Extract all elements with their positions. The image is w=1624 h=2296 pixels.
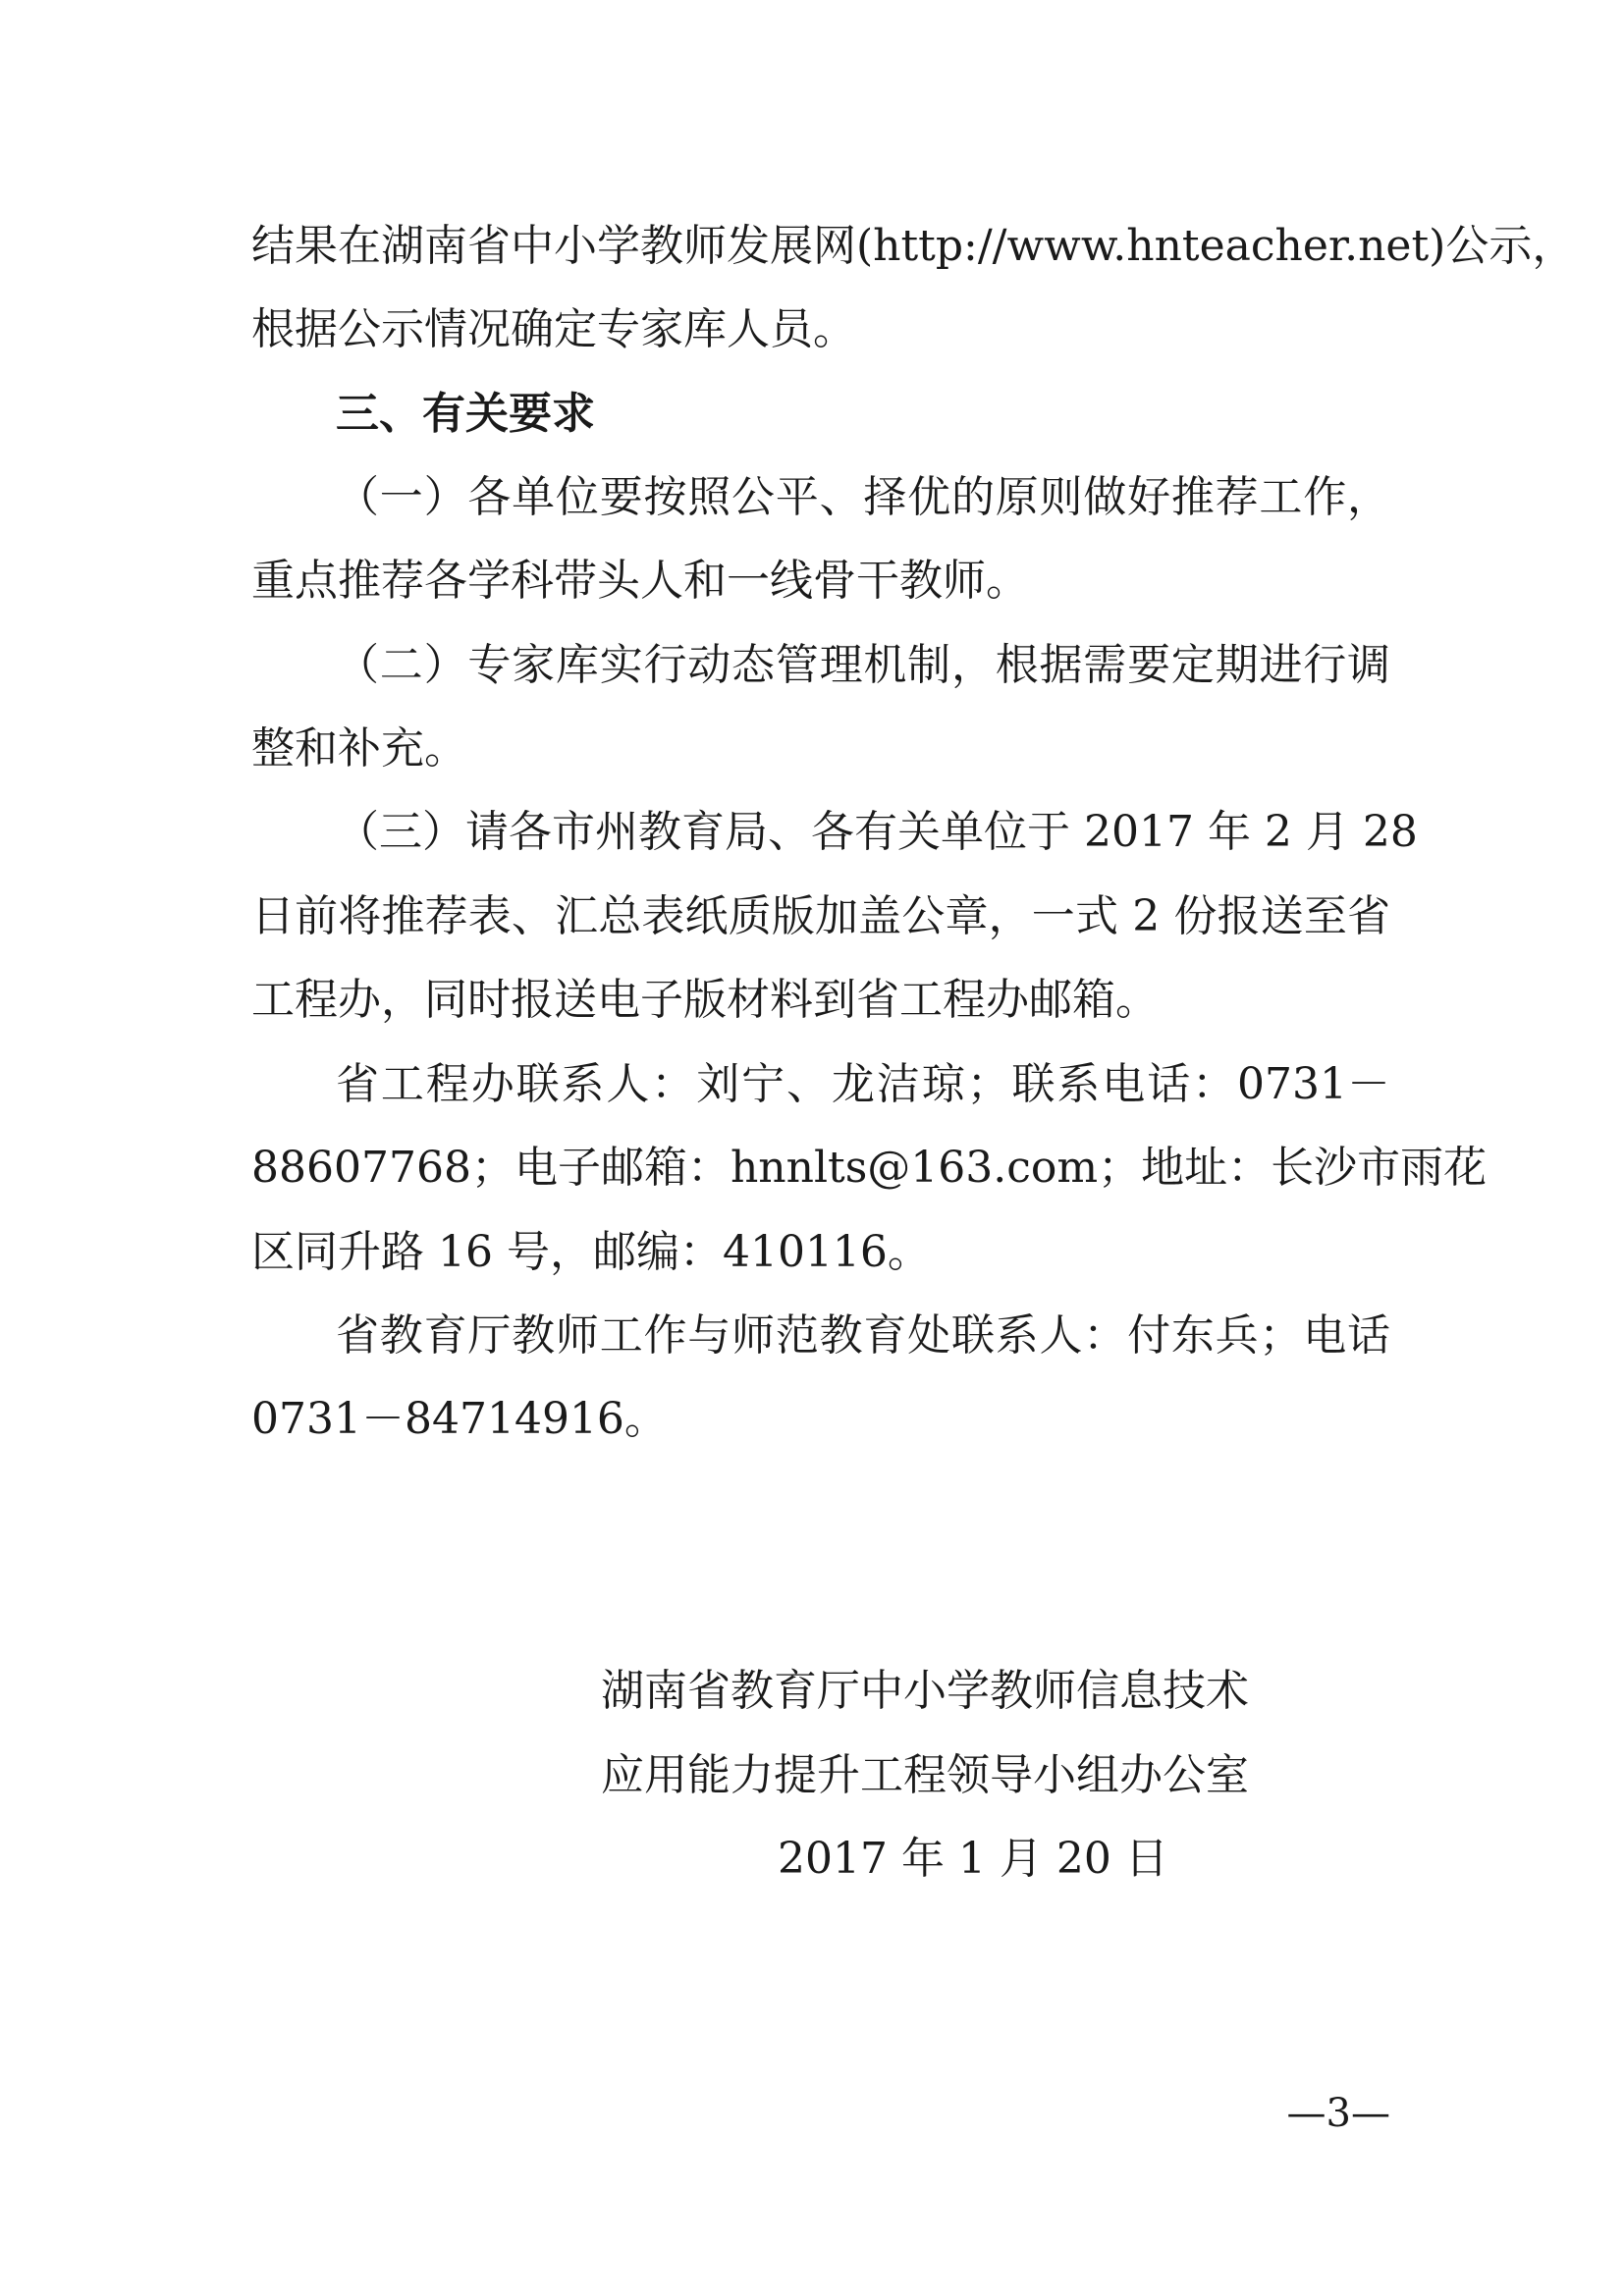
signature-organization-line-2: 应用能力提升工程领导小组办公室 xyxy=(601,1750,1249,1800)
section-heading: 三、有关要求 xyxy=(336,389,595,439)
paragraph-1-line-2: 根据公示情况确定专家库人员。 xyxy=(251,304,856,354)
page-number: —3— xyxy=(1286,2091,1390,2136)
department-contact-line-1: 省教育厅教师工作与师范教育处联系人：付东兵；电话 xyxy=(336,1310,1390,1361)
item-1-line-1: （一）各单位要按照公平、择优的原则做好推荐工作， xyxy=(336,472,1390,522)
item-3-line-1: （三）请各市州教育局、各有关单位于 2017 年 2 月 28 xyxy=(336,807,1418,857)
item-1-line-2: 重点推荐各学科带头人和一线骨干教师。 xyxy=(251,556,1029,606)
paragraph-1-line-1: 结果在湖南省中小学教师发展网(http://www.hnteacher.net)公示， xyxy=(251,221,1576,271)
contact-line-3: 区同升路 16 号，邮编：410116。 xyxy=(251,1227,931,1277)
contact-line-2: 88607768；电子邮箱：hnnlts@163.com；地址：长沙市雨花 xyxy=(251,1143,1488,1193)
department-contact-line-2: 0731－84714916。 xyxy=(251,1394,668,1444)
signature-date: 2017 年 1 月 20 日 xyxy=(778,1834,1168,1884)
signature-organization-line-1: 湖南省教育厅中小学教师信息技术 xyxy=(601,1666,1249,1716)
item-3-line-2: 日前将推荐表、汇总表纸质版加盖公章，一式 2 份报送至省 xyxy=(251,891,1390,941)
item-2-line-1: （二）专家库实行动态管理机制，根据需要定期进行调 xyxy=(336,640,1390,690)
item-2-line-2: 整和补充。 xyxy=(251,723,467,774)
contact-line-1: 省工程办联系人：刘宁、龙洁琼；联系电话：0731－ xyxy=(336,1059,1390,1109)
item-3-line-3: 工程办，同时报送电子版材料到省工程办邮箱。 xyxy=(251,975,1159,1025)
